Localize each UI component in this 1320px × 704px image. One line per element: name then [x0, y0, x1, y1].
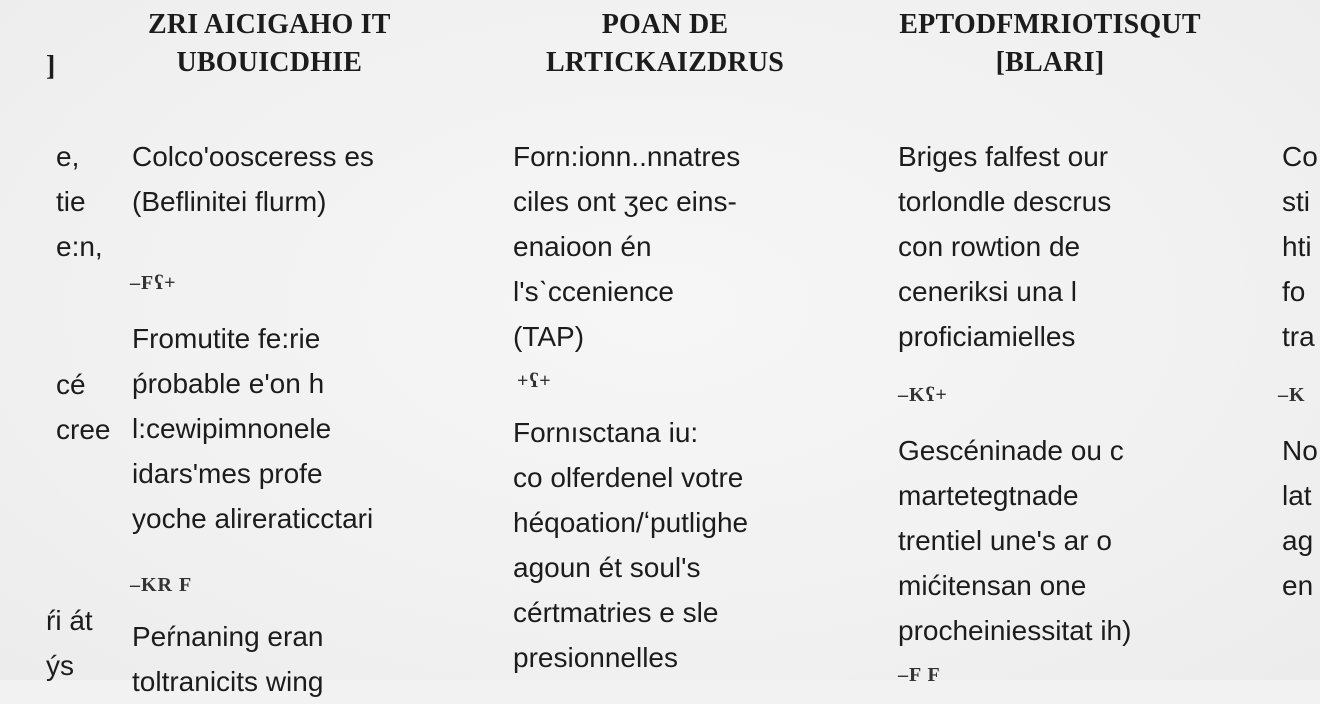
text-line: tie [56, 186, 86, 217]
text-line: agoun ét soul's [513, 552, 701, 583]
text-line: fo [1282, 276, 1306, 307]
text-line: presionnelles [513, 642, 678, 673]
text-line: ŕi át [46, 605, 93, 636]
column-2 [505, 0, 835, 680]
text-line: Gescéninade ou c [898, 435, 1124, 466]
text-line: martetegtnade [898, 480, 1079, 511]
column-1-header: ZRI AICIGAHO IT UBOUICDHIE [148, 9, 391, 78]
text-line: ýs [46, 650, 74, 681]
text-line: tra [1282, 321, 1315, 352]
text-line: ag [1282, 525, 1314, 556]
column-right-text [1282, 134, 1318, 359]
section-marker: –K [1278, 384, 1306, 406]
section-marker: –Fʕ+ [130, 272, 177, 294]
text-line: (Beflinitei flurm) [132, 186, 327, 217]
text-line: proficiamielles [898, 321, 1076, 352]
text-line: Peŕnaning eran [132, 621, 324, 652]
text-line: e:n, [56, 231, 103, 262]
section-marker: –KR F [130, 574, 193, 596]
column-header-tail: ] [46, 51, 56, 82]
text-line: e, [56, 141, 80, 172]
column-3-definition [898, 134, 1111, 359]
column-2-paragraph [513, 410, 748, 680]
column-left-partial [0, 0, 111, 681]
text-line: en [1282, 570, 1314, 601]
column-right-partial [1270, 0, 1320, 680]
text-line: Co [1282, 141, 1318, 172]
text-line: ciles ont ʒec eins- [513, 186, 737, 217]
column-2-header: POAN DE LRTICKAIZDRUS [545, 9, 785, 78]
text-line: l:cewipimnonele [132, 413, 332, 444]
text-line: mićitensan one [898, 570, 1087, 601]
text-line: Briges falfest our [898, 141, 1109, 172]
text-line: l'sˋccenience [513, 276, 674, 307]
text-line: ceneriksi una l [898, 276, 1077, 307]
column-3 [880, 0, 1240, 686]
text-line: (TAP) [513, 321, 585, 352]
column-3-paragraph [898, 428, 1131, 653]
text-line: No [1282, 435, 1318, 466]
column-1 [118, 0, 458, 697]
column-1-paragraph [132, 316, 373, 541]
text-line: con rowtion de [898, 231, 1081, 262]
column-left-text-3 [46, 598, 93, 688]
text-line: ṕrobable e'on h [132, 368, 325, 399]
text-line: toltranicits wing [132, 666, 324, 697]
text-line: idars'mes profe [132, 458, 323, 489]
text-line: cé [56, 369, 86, 400]
text-line: trentiel une's ar o [898, 525, 1112, 556]
section-marker: –F F [898, 664, 941, 686]
column-3-header: EPTODFMRIOTISQUT [BLARI] [899, 9, 1201, 78]
column-left-text-2 [56, 362, 110, 452]
text-line: enaioon én [513, 231, 652, 262]
text-line: lat [1282, 480, 1312, 511]
column-right-text-2 [1282, 428, 1318, 608]
text-line: yoche alireraticctari [132, 503, 374, 534]
section-marker: +ʕ+ [517, 370, 552, 392]
section-marker: –Kʕ+ [898, 384, 948, 406]
text-line: torlondle descrus [898, 186, 1112, 217]
text-line: cree [56, 414, 111, 445]
column-1-definition [132, 134, 374, 224]
text-line: procheiniessitat ih) [898, 615, 1132, 646]
column-1-paragraph-2 [132, 614, 323, 704]
text-line: héqoation/ʻputlighe [513, 507, 749, 538]
column-2-definition [513, 134, 740, 359]
text-line: co olferdenel votre [513, 462, 744, 493]
column-left-text [56, 134, 103, 269]
text-line: cértmatries e sle [513, 597, 719, 628]
text-line: hti [1282, 231, 1312, 262]
text-line: Fornısctana iu: [513, 417, 699, 448]
text-line: sti [1282, 186, 1310, 217]
text-line: Forn:ionn..nnatres [513, 141, 741, 172]
text-line: Fromutite fe:rie [132, 323, 321, 354]
text-line: Colco'oosceress es [132, 141, 374, 172]
